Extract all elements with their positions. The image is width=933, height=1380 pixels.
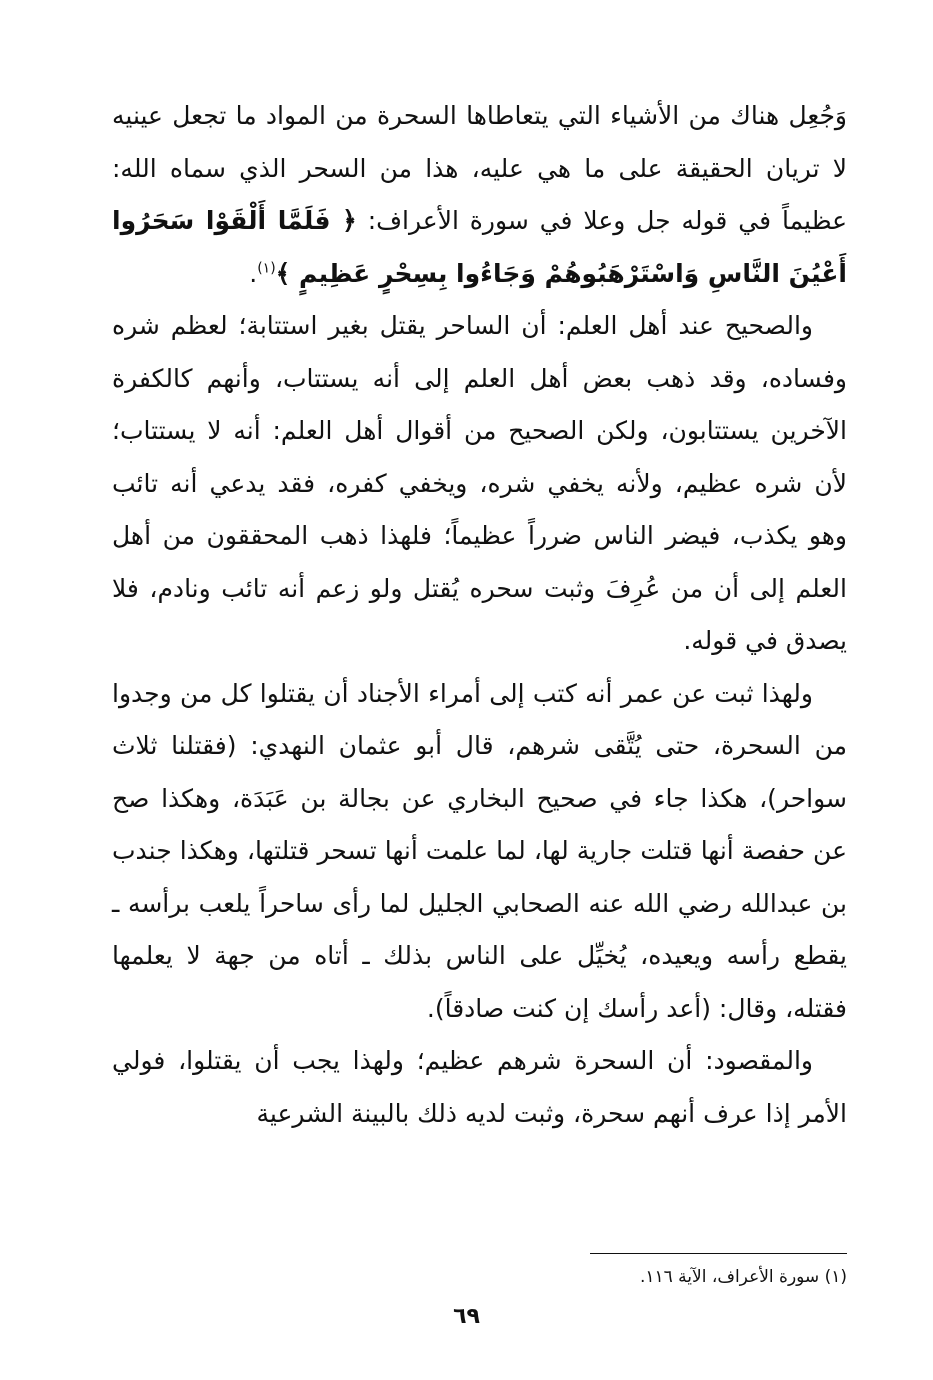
paragraph-2: والصحيح عند أهل العلم: أن الساحر يقتل بغير استتابة؛ لعظم شره وفساده، وقد ذهب بعض أهل العلم إلى أنه يستتاب، وأنهم كالكفرة الآخرين يستتابون، ولكن الصحيح من أقوال أهل العلم: أنه لا يستتاب؛ لأن شره عظيم، ولأنه يخفي شره، ويخفي كفره، فقد يدعي أنه تائب وهو يكذب، فيضر الناس ضرراً عظيماً؛ فلهذا ذهب المحققون من أهل العلم إلى أن من عُرِفَ وثبت سحره يُقتل ولو زعم أنه تائب ونادم، فلا يصدق في قوله. — [112, 311, 847, 655]
paragraph-1 — [112, 90, 847, 300]
quran-verse: ﴿ فَلَمَّا أَلْقَوْا سَحَرُوا أَعْيُنَ النَّاسِ وَاسْتَرْهَبُوهُمْ وَجَاءُوا بِسِحْرٍ عَظِيمٍ ﴾ — [112, 206, 847, 288]
paragraph-1-text: وَجُعِل هناك من الأشياء التي يتعاطاها السحرة من المواد ما تجعل عينيه لا تريان الحقيقة على ما هي عليه، هذا من السحر الذي سماه الله: عظيماً في قوله جل وعلا في سورة الأعراف: — [112, 101, 848, 235]
paragraph-1-end: . — [249, 258, 258, 288]
paragraph-4: والمقصود: أن السحرة شرهم عظيم؛ ولهذا يجب أن يقتلوا، فولي الأمر إذا عرف أنهم سحرة، وثبت لديه ذلك بالبينة الشرعية — [112, 1046, 847, 1128]
main-text — [112, 90, 847, 1140]
footnote-reference: (١) — [257, 260, 276, 277]
page-number: ٦٩ — [453, 1304, 480, 1329]
footnote: (١) سورة الأعراف، الآية ١١٦. — [639, 1267, 847, 1287]
paragraph-3: ولهذا ثبت عن عمر أنه كتب إلى أمراء الأجناد أن يقتلوا كل من وجدوا من السحرة، حتى يُتَّقى شرهم، قال أبو عثمان النهدي: (فقتلنا ثلاث سواحر)، هكذا جاء في صحيح البخاري عن بجالة بن عَبَدَة، وهكذا صح عن حفصة أنها قتلت جارية لها، لما علمت أنها تسحر قتلتها، وهكذا جندب بن عبدالله رضي الله عنه الصحابي الجليل لما رأى ساحراً يلعب برأسه ـ يقطع رأسه ويعيده، يُخيِّل على الناس بذلك ـ أتاه من جهة لا يعلمها فقتله، وقال: (أعد رأسك إن كنت صادقاً). — [112, 678, 847, 1023]
footnote-divider — [590, 1253, 847, 1254]
